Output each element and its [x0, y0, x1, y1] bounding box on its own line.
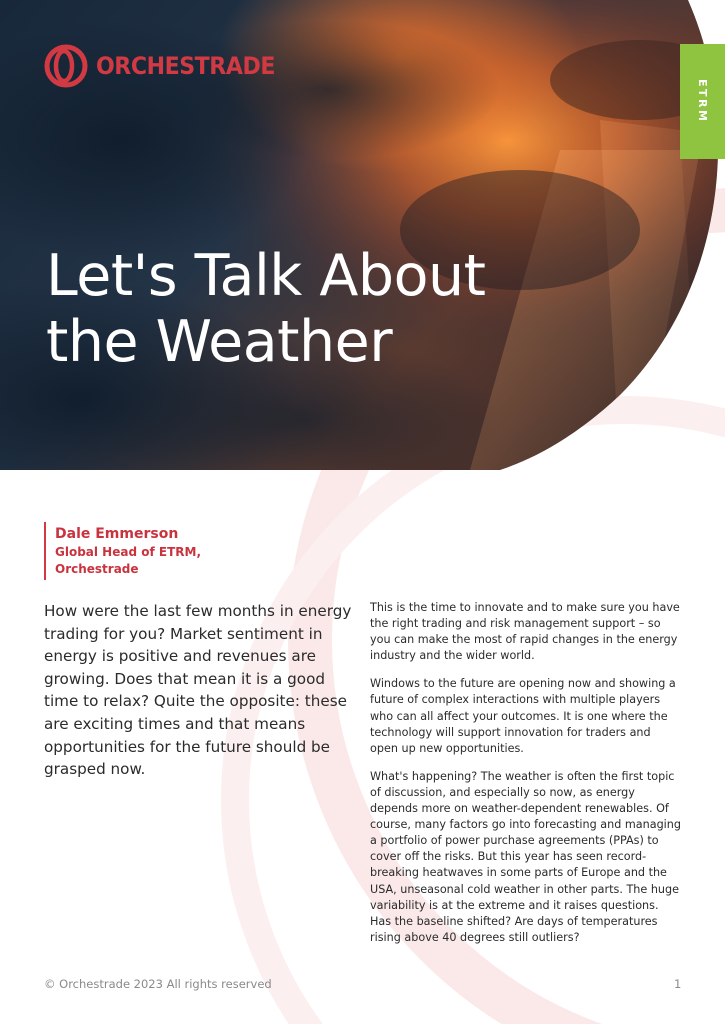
title-line-2: the Weather — [46, 309, 393, 375]
author-block — [44, 522, 201, 580]
intro-paragraph: How were the last few months in energy trading for you? Market sentiment in energy is positive and revenues are growing. Does that mean it is a good time to relax? Quite the opposite: these are exciting times and that means opportunities for the future should be grasped now. — [44, 602, 352, 779]
author-name: Dale Emmerson — [55, 526, 179, 542]
author-role-line-1: Global Head of ETRM, — [55, 545, 201, 559]
body-paragraph-1: This is the time to innovate and to make sure you have the right trading and risk management support – so you can make the most of rapid changes in the energy industry and the wider world. — [370, 601, 680, 663]
orchestrade-logo — [44, 44, 291, 88]
body-paragraph-3: What's happening? The weather is often the first topic of discussion, and especially so now, as energy depends more on weather-dependent renewables. Of course, many factors go into forecasting and managing a portfolio of power purchase agreements (PPAs) to cover off the risks. But this year has seen record-breaking heatwaves in some parts of Europe and the USA, unseasonal cold weather in other parts. The huge variability is at the extreme and it raises questions. Has the baseline shifted? Are days of temperatures rising above 40 degrees still outliers? — [370, 769, 681, 944]
etrm-category-tag — [680, 44, 725, 159]
page-number: 1 — [674, 977, 682, 991]
body-column — [370, 600, 682, 958]
footer-copyright: © Orchestrade 2023 All rights reserved — [44, 977, 272, 991]
brand-name: ORCHESTRADE — [96, 52, 275, 80]
orchestrade-logo-mark-icon — [44, 44, 88, 88]
author-role-line-2: Orchestrade — [55, 562, 139, 576]
title-line-1: Let's Talk About — [46, 243, 486, 309]
etrm-tag-label: ETRM — [696, 79, 709, 124]
page-title — [46, 243, 485, 375]
body-paragraph-2: Windows to the future are opening now and showing a future of complex interactions with multiple players who can all affect your outcomes. It is one where the technology will support innovation for traders and open up new opportunities. — [370, 677, 676, 755]
